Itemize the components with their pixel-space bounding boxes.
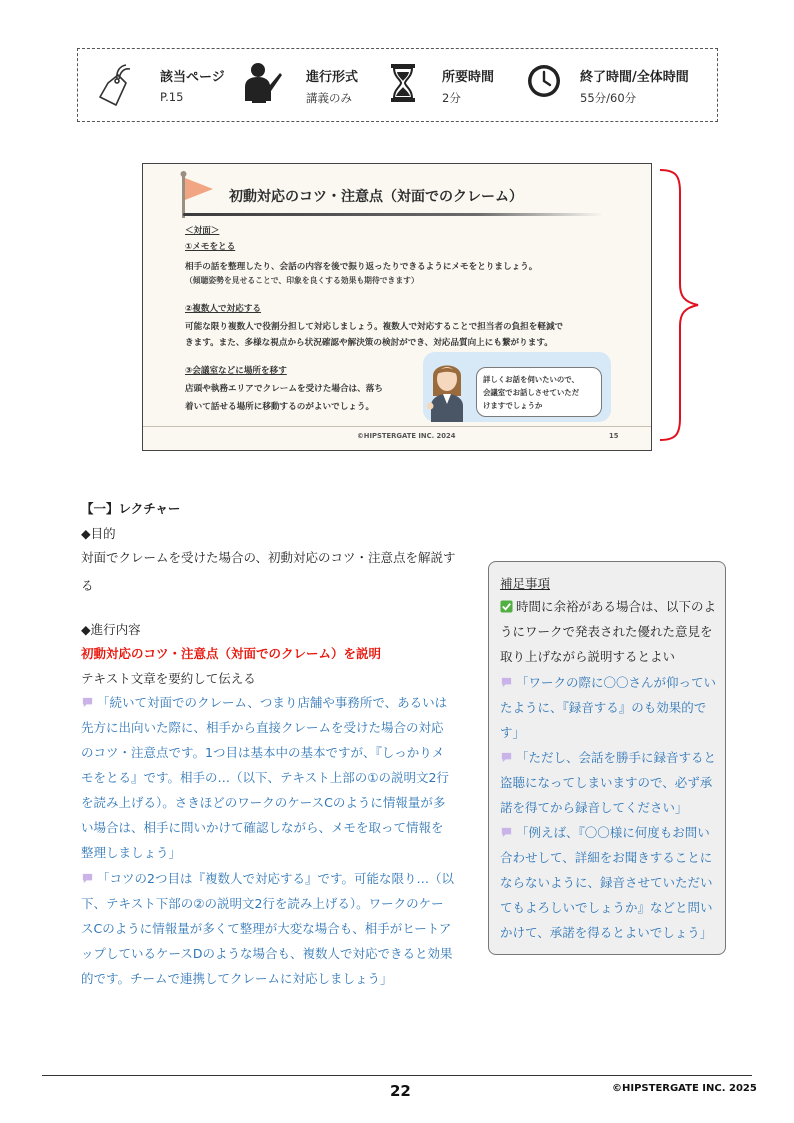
bubble-line1: 詳しくお話を伺いたいので、 <box>483 375 579 384</box>
note-intro <box>500 594 718 669</box>
slide-page-number: 15 <box>609 432 619 440</box>
lecture-script-1 <box>81 690 455 865</box>
slide-item3-head: ③会議室などに場所を移す <box>185 366 287 376</box>
note-quote-1-text: 「ワークの際に〇〇さんが仰っていたように、『録音する』のも効果的です」 <box>500 675 717 740</box>
bubble-line3: けますでしょうか <box>483 401 543 410</box>
page-number: 22 <box>390 1082 411 1100</box>
note-intro-text: 時間に余裕がある場合は、以下のようにワークで発表された優れた意見を取り上げながら説明するとよい <box>500 599 717 664</box>
info-format-label: 進行形式 <box>306 70 359 85</box>
lecturer-icon <box>240 61 284 105</box>
staff-illustration-icon <box>427 356 467 422</box>
slide-item3-line2: 着いて話せる場所に移動するのがよいでしょう。 <box>185 402 375 412</box>
slide-thumbnail <box>142 163 652 451</box>
bubble-line2: 会議室でお話しさせていただ <box>483 388 580 397</box>
footer-copyright: ©HIPSTERGATE INC. 2025 <box>612 1083 757 1094</box>
speech-bubble-icon <box>81 872 94 885</box>
purpose-label: ◆目的 <box>81 526 116 541</box>
lecture-script-2 <box>81 866 455 991</box>
slide-section: ＜対面＞ <box>185 226 220 236</box>
note-quote-2 <box>500 745 718 820</box>
clock-icon <box>526 63 562 99</box>
info-end-label: 終了時間/全体時間 <box>580 70 689 85</box>
content-title: 初動対応のコツ・注意点（対面でのクレーム）を説明 <box>81 646 382 661</box>
note-quote-3 <box>500 820 718 945</box>
hourglass-icon <box>390 63 416 103</box>
info-format <box>238 49 388 123</box>
speech-bubble-icon <box>81 696 94 709</box>
check-icon <box>500 600 513 613</box>
info-box <box>77 48 718 122</box>
slide-copyright: ©HIPSTERGATE INC. 2024 <box>357 432 456 440</box>
slide-speech-bubble <box>476 367 602 417</box>
note-quote-2-text: 「ただし、会話を勝手に録音すると盗聴になってしまいますので、必ず承諾を得てから録音してください」 <box>500 750 717 815</box>
info-end-value: 55分/60分 <box>580 91 637 105</box>
slide-item1-line2: （傾聴姿勢を見せることで、印象を良くする効果も期待できます） <box>185 276 419 285</box>
slide-title: 初動対応のコツ・注意点（対面でのクレーム） <box>229 189 523 205</box>
slide-item2-line1: 可能な限り複数人で役割分担して対応しましょう。複数人で対応することで担当者の負担を軽減で <box>185 322 564 332</box>
slide-item1-head: ①メモをとる <box>185 242 236 252</box>
slide-item1-line1: 相手の話を整理したり、会話の内容を後で振り返ったりできるようにメモをとりましょう。 <box>185 262 538 272</box>
footer-divider <box>42 1075 752 1076</box>
supplement-note-box <box>488 561 726 955</box>
note-quote-3-text: 「例えば、『〇〇様に何度もお問い合わせして、詳細をお聞きすることにならないように、録音させていただいてもよろしいでしょうか』などと問いかけて、承諾を得るとよいでしょう」 <box>500 825 713 940</box>
purpose-line2: る <box>81 578 94 593</box>
slide-item2-line2: きます。また、多様な視点から状況確認や解決策の検討ができ、対応品質向上にも繋がります。 <box>185 338 553 348</box>
info-time-label: 所要時間 <box>442 70 495 85</box>
speech-bubble-icon <box>500 751 513 764</box>
slide-item3-line1: 店頭や執務エリアでクレームを受けた場合は、落ち <box>185 384 383 394</box>
tag-icon <box>96 63 136 109</box>
lecture-heading: 【一】レクチャー <box>81 501 181 516</box>
note-title: 補足事項 <box>500 576 551 591</box>
info-page-label: 該当ページ <box>160 70 225 85</box>
slide-title-rule <box>183 213 603 216</box>
info-end <box>518 49 718 123</box>
speech-bubble-icon <box>500 676 513 689</box>
purpose-line1: 対面でクレームを受けた場合の、初動対応のコツ・注意点を解説す <box>81 550 456 565</box>
flag-icon <box>179 170 215 218</box>
info-page-value: P.15 <box>160 90 184 104</box>
lecture-script-2-text: 「コツの2つ目は『複数人で対応する』です。可能な限り…（以下、テキスト下部の②の説明文2行を読み上げる）。ワークのケースCのように情報量が多くて整理が大変な場合も、相手がヒートアップしているケースDのような場合も、複数人で対応できると効果的です。チームで連携してクレームに対応しましょう」 <box>81 871 454 986</box>
info-time <box>388 49 518 123</box>
content-label: ◆進行内容 <box>81 622 141 637</box>
red-brace-icon <box>658 166 702 444</box>
slide-footer-divider <box>143 426 652 427</box>
slide-item2-head: ②複数人で対応する <box>185 304 262 314</box>
note-quote-1 <box>500 670 718 745</box>
speech-bubble-icon <box>500 826 513 839</box>
content-instruction: テキスト文章を要約して伝える <box>81 671 256 686</box>
lecture-script-1-text: 「続いて対面でのクレーム、つまり店舗や事務所で、あるいは先方に出向いた際に、相手から直接クレームを受けた場合の対応のコツ・注意点です。1つ目は基本中の基本ですが、『しっかりメモをとる』です。相手の…（以下、テキスト上部の①の説明文2行を読み上げる）。さきほどのワークのケースCのように情報量が多い場合は、相手に問いかけて確認しながら、メモを取って情報を整理しましょう」 <box>81 695 449 860</box>
info-time-value: 2分 <box>442 91 461 105</box>
info-page <box>78 49 238 123</box>
info-format-value: 講義のみ <box>306 91 352 105</box>
